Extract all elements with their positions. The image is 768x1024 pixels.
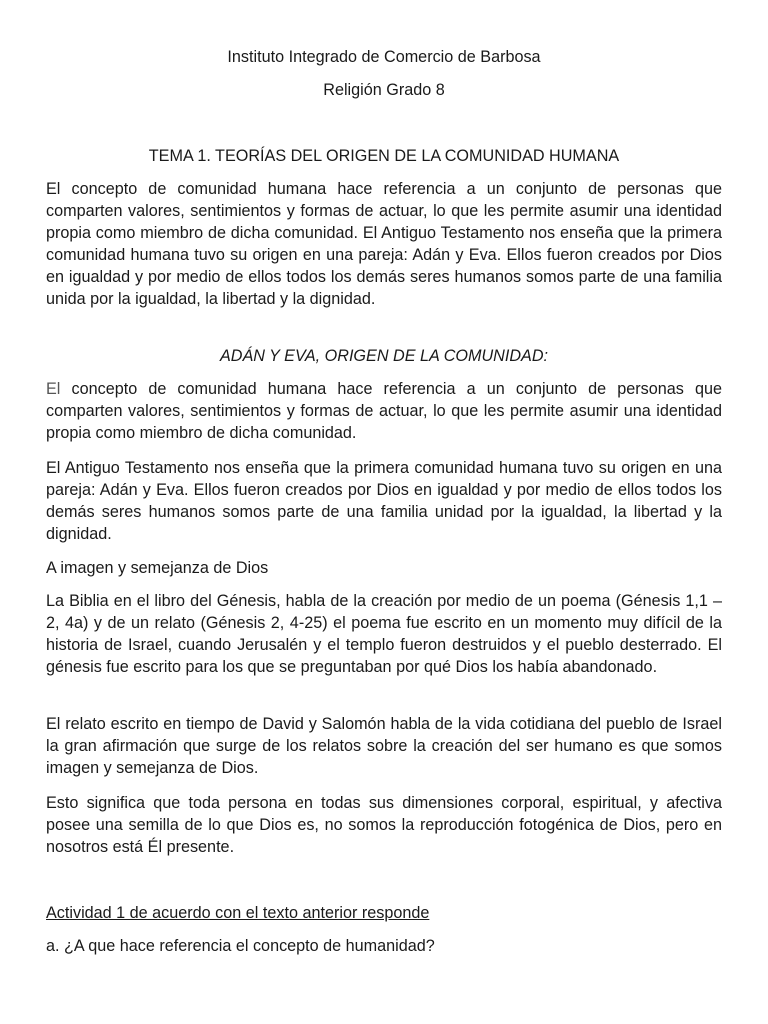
- old-testament-paragraph: El Antiguo Testamento nos enseña que la primera comunidad humana tuvo su origen en una pareja: Adán y Eva. Ellos fueron creados por Dios en igualdad y por medio de ellos todos los demás seres humanos somos parte de una familia unidad por la igualdad, la libertad y la dignidad.: [46, 459, 722, 543]
- meaning-paragraph-wrapper: [0, 792, 768, 858]
- meaning-paragraph: Esto significa que toda persona en todas sus dimensiones corporal, espiritual, y afectiva posee una semilla de lo que Dios es, no somos la reproducción fotogénica de Dios, pero en nosotros está Él presente.: [46, 794, 722, 856]
- activity-question-a: a. ¿A que hace referencia el concepto de humanidad?: [46, 937, 435, 955]
- community-paragraph-rest: concepto de comunidad humana hace referencia a un conjunto de personas que comparten valores, sentimientos y formas de actuar, lo que les permite asumir una identidad propia como miembro de dicha comunidad.: [46, 380, 722, 442]
- school-name: Instituto Integrado de Comercio de Barbosa: [227, 48, 541, 66]
- intro-paragraph: El concepto de comunidad humana hace referencia a un conjunto de personas que comparten valores, sentimientos y formas de actuar, lo que les permite asumir una identidad propia como miembro de dicha comunidad. El Antiguo Testamento nos enseña que la primera comunidad humana tuvo su origen en una pareja: Adán y Eva. Ellos fueron creados por Dios en igualdad y por medio de ellos todos los demás seres humanos somos parte de una familia unida por la igualdad, la libertad y la dignidad.: [46, 180, 722, 308]
- intro-paragraph-wrapper: [0, 178, 768, 310]
- course-grade: Religión Grado 8: [323, 81, 445, 99]
- community-paragraph-first-word: El: [46, 380, 61, 398]
- community-paragraph-wrapper: [0, 378, 768, 444]
- genesis-paragraph: La Biblia en el libro del Génesis, habla de la creación por medio de un poema (Génesis 1,1 – 2, 4a) y de un relato (Génesis 2, 4-25) el poema fue escrito en un momento muy difícil de la historia de Israel, cuando Jerusalén y el templo fueron destruidos y el pueblo desterrado. El génesis fue escrito para los que se preguntaban por qué Dios los había abandonado.: [46, 592, 722, 676]
- section-subtitle: ADÁN Y EVA, ORIGEN DE LA COMUNIDAD:: [219, 347, 549, 365]
- david-solomon-paragraph: El relato escrito en tiempo de David y Salomón habla de la vida cotidiana del pueblo de Israel la gran afirmación que surge de los relatos sobre la creación del ser humano es que somos imagen y semejanza de Dios.: [46, 715, 722, 777]
- community-paragraph: [46, 378, 722, 444]
- topic-title: TEMA 1. TEORÍAS DEL ORIGEN DE LA COMUNIDAD HUMANA: [148, 147, 620, 165]
- david-solomon-paragraph-wrapper: [0, 713, 768, 779]
- image-heading: A imagen y semejanza de Dios: [46, 559, 269, 577]
- activity-title: Actividad 1 de acuerdo con el texto anterior responde: [46, 904, 430, 922]
- genesis-paragraph-wrapper: [0, 590, 768, 678]
- old-testament-paragraph-wrapper: [0, 457, 768, 545]
